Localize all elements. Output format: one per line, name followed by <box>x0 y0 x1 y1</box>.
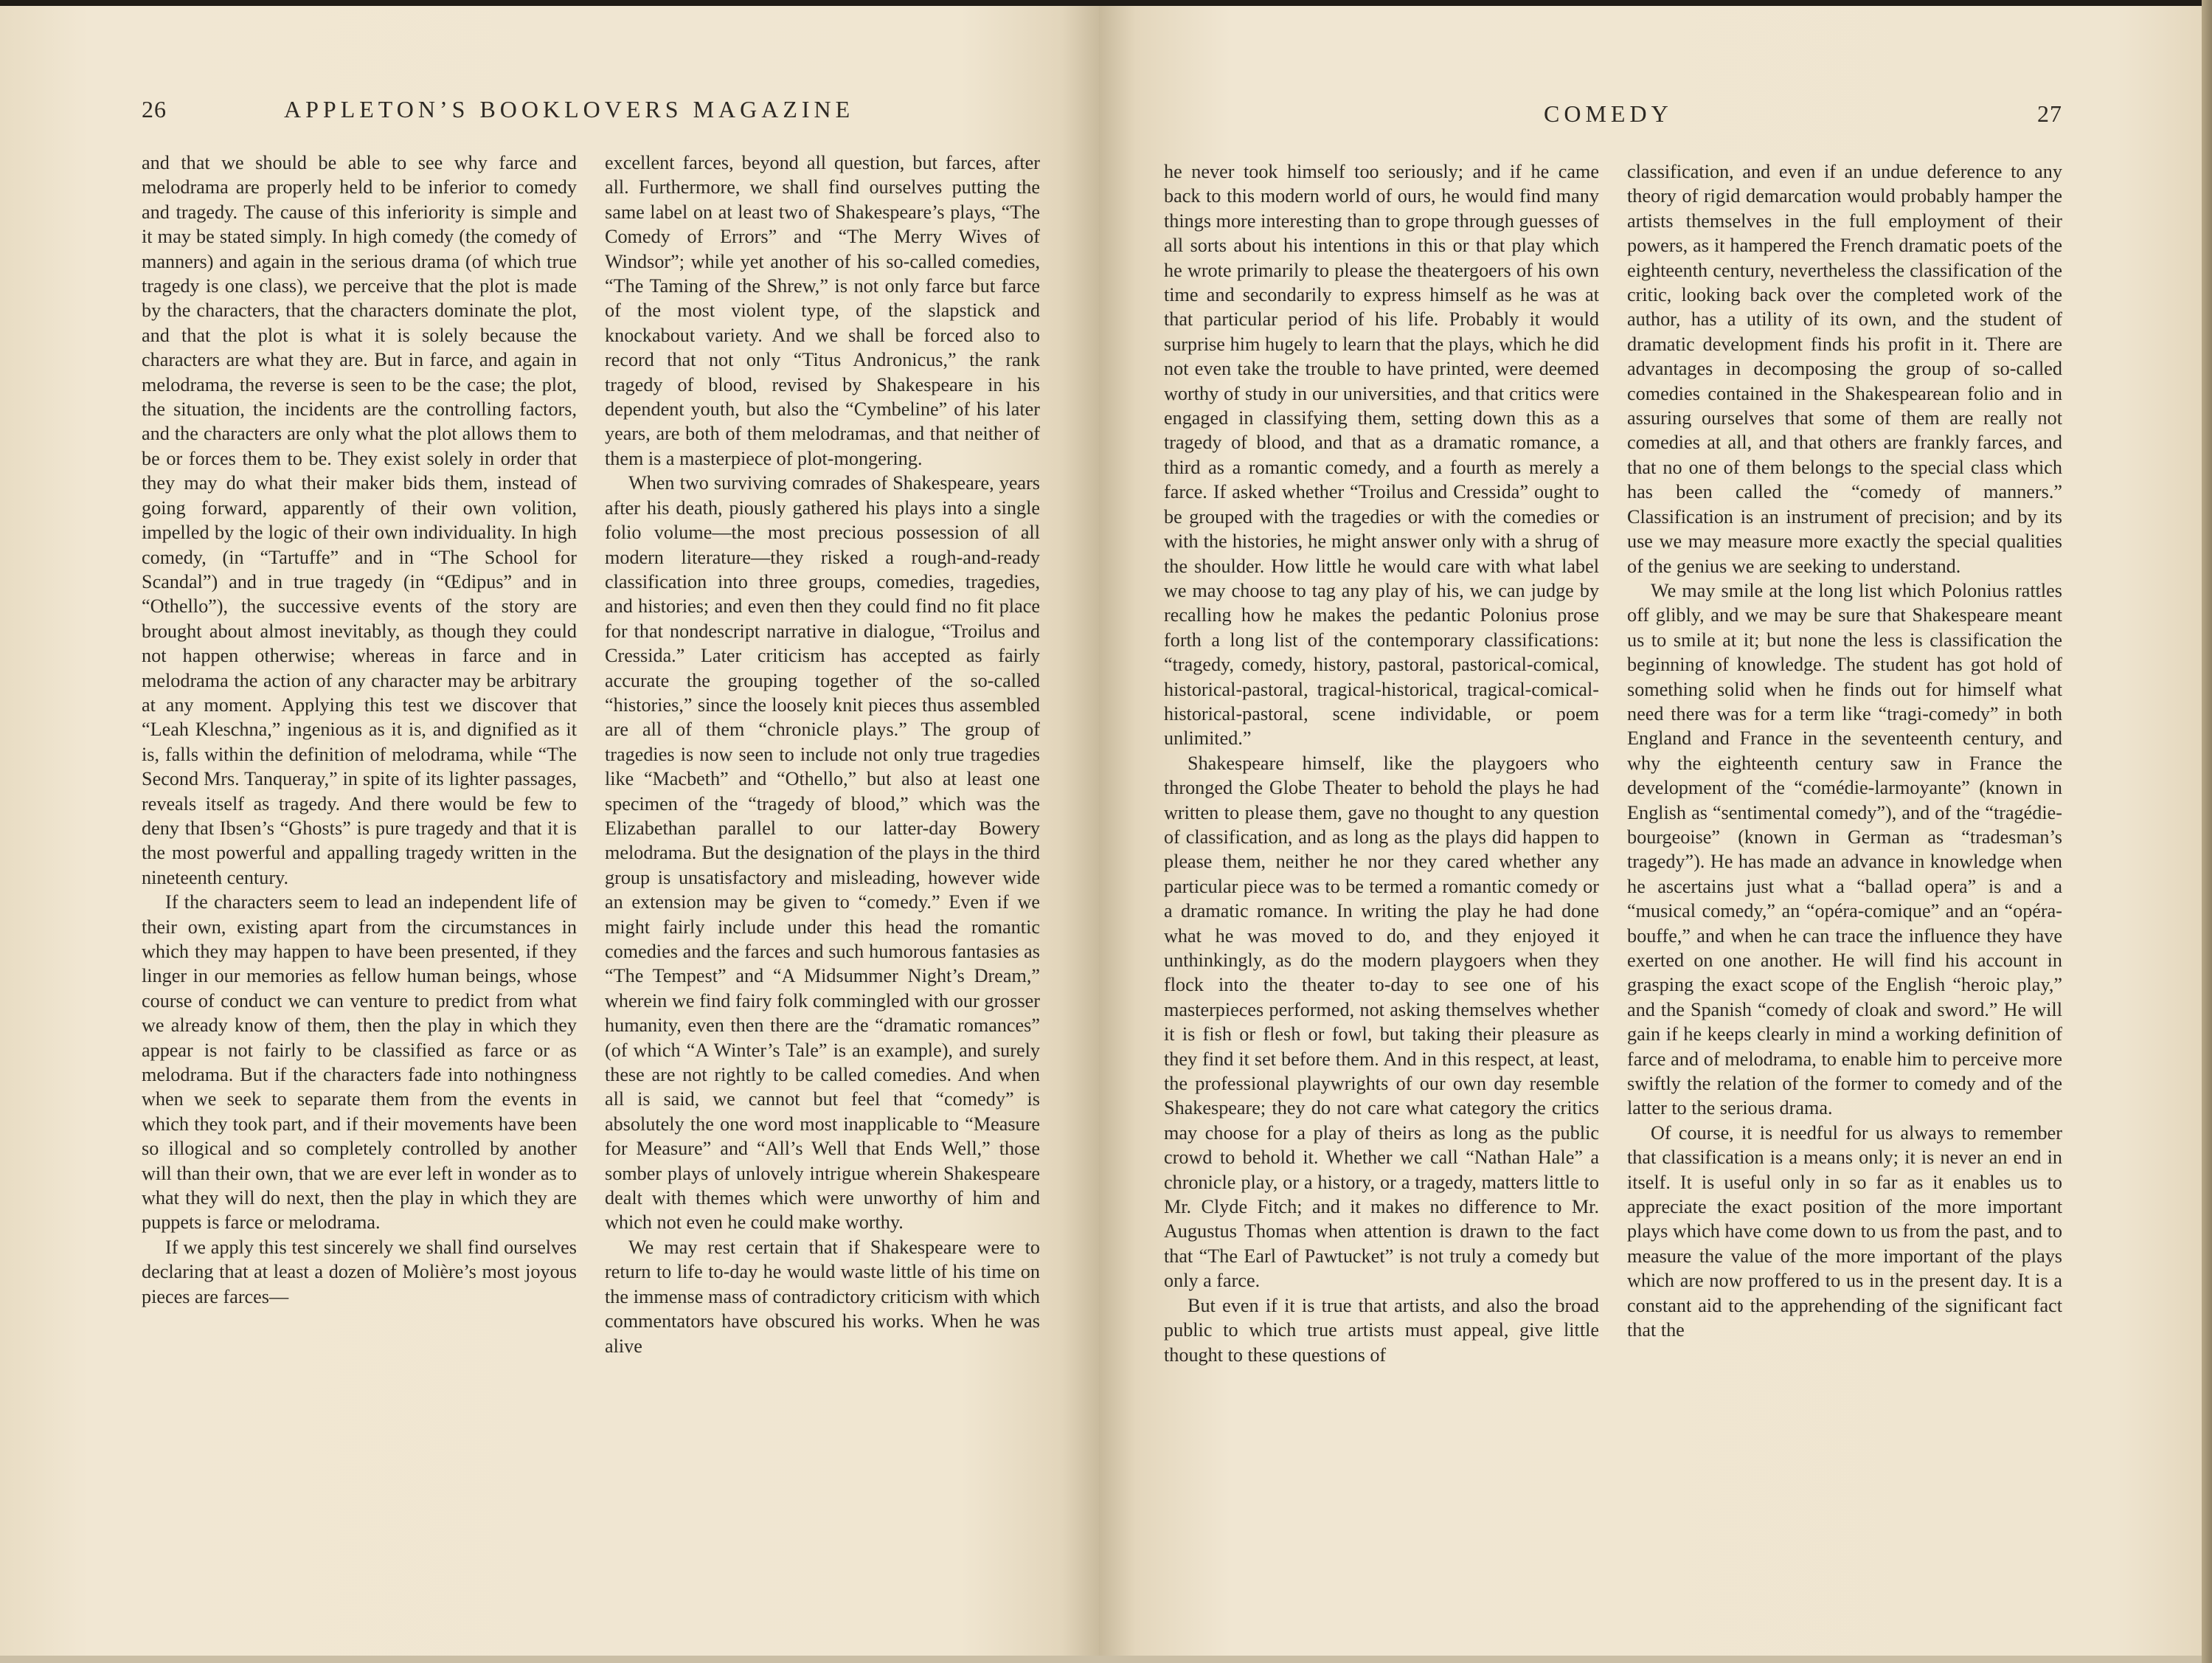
paragraph: When two surviving comrades of Shakespeare, years after his death, piously gathered his plays into a single folio volume—the most precious possession of all modern literature—they risked a rough-and-ready classification into three groups, comedies, tragedies, and histories; and even then they could find no fit place for that nondescript narrative in dialogue, “Troilus and Cressida.” Later criticism has accepted as fairly accurate the grouping together of the so-called “histories,” since the loosely knit pieces thus assembled are all of them “chronicle plays.” The group of tragedies is now seen to include not only true tragedies like “Macbeth” and “Othello,” but also at least one specimen of the “tragedy of blood,” which was the Elizabethan parallel to our latter-day Bowery melodrama. But the designation of the plays in the third group is unsatisfactory and misleading, however wide an extension may be given to “comedy.” Even if we might fairly include under this head the romantic comedies and the farces and such humorous fantasies as “The Tempest” and “A Midsummer Night’s Dream,” wherein we find fairy folk commingled with our grosser humanity, even then there are the “dramatic romances” (of which “A Winter’s Tale” is an example), and surely these are not rightly to be called comedies. And when all is said, we cannot but feel that “comedy” is absolutely the one word most inapplicable to “Measure for Measure” and “All’s Well that Ends Well,” those somber plays of unlovely intrigue wherein Shakespeare dealt with themes which were unworthy of him and which not even he could make worthy. <box>605 472 1040 1234</box>
paragraph: We may smile at the long list which Polonius rattles off glibly, and we may be sure that Shakespeare meant us to smile at it; but none the less is classification the beginning of knowledge. The student has got hold of something solid when he finds out for himself what need there was for a term like “tragi-comedy” in both England and France in the seventeenth century, and why the eighteenth century saw in France the development of the “comédie-larmoyante” (known in English as “sentimental comedy”), and of the “tragédie-bourgeoise” (known in German as “tradesman’s tragedy”). He has made an advance in knowledge when he ascertains just what a “ballad opera” is and a “musical comedy,” an “opéra-comique” and an “opéra-bouffe,” and when he can trace the influence they have exerted on one another. He will find his account in grasping the exact scope of the English “heroic play,” and the Spanish “comedy of cloak and sword.” He will gain if he keeps clearly in mind a working definition of farce and of melodrama, to enable him to perceive more swiftly the relation of the former to comedy and of the latter to the serious drama. <box>1627 579 2062 1119</box>
paragraph: Shakespeare himself, like the playgoers who thronged the Globe Theater to behold the plays he had written to please them, gave no thought to any question of classification, and as long as the plays did happen to please them, neither he nor they cared whether any particular piece was to be termed a romantic comedy or a dramatic romance. In writing the play he had done what he was moved to do, and they enjoyed it unthinkingly, as do the modern playgoers when they flock into the theater to-day to see one of his masterpieces performed, not asking themselves whether it is fish or flesh or fowl, but taking their pleasure as they find it set before them. And in this respect, at least, the professional playwrights of our own day resemble Shakespeare; they do not care what category the critics may choose for a play of theirs as long as the public crowd to behold it. Whether we call “Nathan Hale” a chronicle play, or a history, or a tragedy, matters little to Mr. Clyde Fitch; and it makes no difference to Mr. Augustus Thomas when attention is drawn to the fact that “The Earl of Pawtucket” is not truly a comedy but only a farce. <box>1164 752 1599 1292</box>
page-number-right: 27 <box>2037 100 2062 127</box>
paragraph: But even if it is true that artists, and also the broad public to which true artists must appeal, give little thought to these questions of <box>1164 1294 1599 1366</box>
right-page <box>1099 6 2202 1656</box>
paragraph: classification, and even if an undue deference to any theory of rigid demarcation would probably hamper the artists themselves in the full employment of their powers, as it hampered the French dramatic poets of the eighteenth century, nevertheless the classification of the critic, looking back over the completed work of the author, has a utility of its own, and the student of dramatic development finds his profit in it. There are advantages in decomposing the group of so-called comedies contained in the Shakespearean folio and in assuring ourselves that some of them are really not comedies at all, and that others are frankly farces, and that no one of them belongs to the special class which has been called the “comedy of manners.” Classification is an instrument of precision; and by its use we may measure more exactly the special qualities of the genius we are seeking to understand. <box>1627 161 2062 577</box>
right-column-2 <box>1627 159 2062 1343</box>
left-page <box>0 6 1099 1656</box>
book-edge <box>2202 0 2212 1663</box>
paragraph: Of course, it is needful for us always to remember that classification is a means only; it is never an end in itself. It is useful only in so far as it enables us to appreciate the exact position of the more important plays which have come down to us from the past, and to measure the value of the more important of the plays which are now proffered to us in the present day. It is a constant aid to the apprehending of the significant fact that the <box>1627 1121 2062 1341</box>
page-number-left: 26 <box>142 96 167 122</box>
paragraph: If the characters seem to lead an independent life of their own, existing apart from the circumstances in which they may happen to have been presented, if they linger in our memories as fellow human beings, whose course of conduct we can venture to predict from what we already know of them, then the play in which they appear is not fairly to be classified as farce or as melodrama. But if the characters fade into nothingness when we seek to separate them from the events in which they took part, and if their movements have been so illogical and so completely controlled by another will than their own, that we are ever left in wonder as to what they will do next, then the play in which they are puppets is farce or melodrama. <box>142 891 577 1234</box>
right-column-1 <box>1164 159 1599 1367</box>
left-column-2 <box>605 151 1040 1358</box>
left-column-1 <box>142 151 577 1309</box>
running-head-left: APPLETON’S BOOKLOVERS MAGAZINE <box>284 96 855 122</box>
paragraph: and that we should be able to see why farce and melodrama are properly held to be inferior to comedy and tragedy. The cause of this inferiority is simple and it may be stated simply. In high comedy (the comedy of manners) and again in the serious drama (of which true tragedy is one class), we perceive that the plot is made by the characters, that the characters dominate the plot, and that the plot is what it is solely because the characters are what they are. But in farce, and again in melodrama, the reverse is seen to be the case; the plot, the situation, the incidents are the controlling factors, and the characters are only what the plot allows them to be or forces them to be. They exist solely in order that they may do what their maker bids them, instead of going forward, apparently of their own volition, impelled by the logic of their own individuality. In high comedy, (in “Tartuffe” and in “The School for Scandal”) and in true tragedy (in “Œdipus” and in “Othello”), the successive events of the story are brought about almost inevitably, as though they could not happen otherwise; whereas in farce and in melodrama the action of any character may be arbitrary at any moment. Applying this test we discover that “Leah Kleschna,” ingenious as it is, and dignified as it is, falls within the definition of melodrama, while “The Second Mrs. Tanqueray,” in spite of its lighter passages, reveals itself as tragedy. And there would be few to deny that Ibsen’s “Ghosts” is pure tragedy and that it is the most powerful and appalling tragedy written in the nineteenth century. <box>142 152 577 888</box>
paragraph: excellent farces, beyond all question, but farces, after all. Furthermore, we shall find ourselves putting the same label on at least two of Shakespeare’s plays, “The Comedy of Errors” and “The Merry Wives of Windsor”; while yet another of his so-called comedies, “The Taming of the Shrew,” is not only farce but farce of the most violent type, of the slapstick and knockabout variety. And we shall be forced also to record that not only “Titus Andronicus,” the rank tragedy of blood, revised by Shakespeare in his dependent youth, but also the “Cymbeline” of his later years, are both of them melodramas, and that neither of them is a masterpiece of plot-mongering. <box>605 152 1040 469</box>
paragraph: If we apply this test sincerely we shall find ourselves declaring that at least a dozen of Molière’s most joyous pieces are farces— <box>142 1236 577 1307</box>
paragraph: he never took himself too seriously; and if he came back to this modern world of ours, he would find many things more interesting than to grope through guesses of all sorts about his intentions in this or that play which he wrote primarily to please the theatergoers of his own time and secondarily to express himself as he was at that particular period of his life. Probably it would surprise him hugely to learn that the plays, which he did not even take the trouble to have printed, were deemed worthy of study in our universities, and that critics were engaged in classifying them, setting down this as a tragedy of blood, and that as a dramatic romance, a third as a romantic comedy, and a fourth as merely a farce. If asked whether “Troilus and Cressida” ought to be grouped with the tragedies or with the comedies or with the histories, he might answer only with a shrug of the shoulder. How little he would care with what label we may choose to tag any play of his, we can judge by recalling how he makes the pedantic Polonius prose forth a long list of the contemporary classifications: “tragedy, comedy, history, pastoral, pastorical-comical, historical-pastoral, tragical-historical, tragical-comical-historical-pastoral, scene individable, or poem unlimited.” <box>1164 161 1599 750</box>
running-head-right: COMEDY <box>1544 100 1673 127</box>
paragraph: We may rest certain that if Shakespeare were to return to life to-day he would waste little of his time on the immense mass of contradictory criticism with which commentators have obscured his works. When he was alive <box>605 1236 1040 1357</box>
